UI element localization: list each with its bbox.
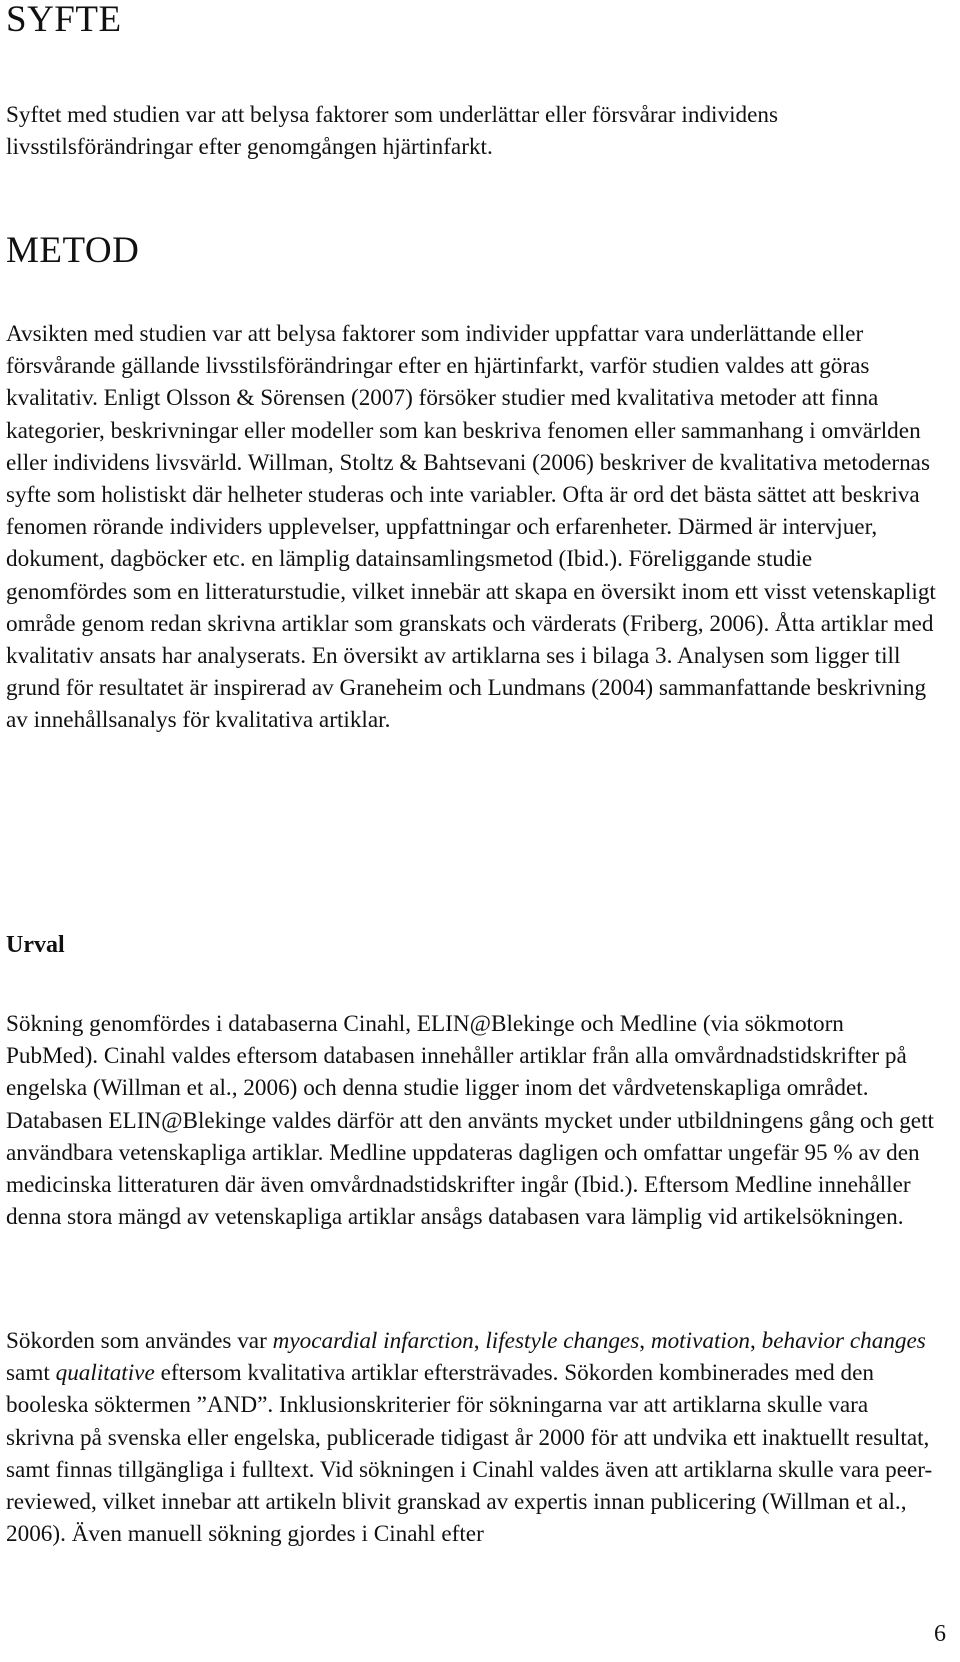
paragraph-urval-search-terms <box>6 1325 936 1550</box>
search-terms-rest: eftersom kvalitativa artiklar eftersträvades. Sökorden kombinerades med den booleska söktermen ”AND”. Inklusionskriterier för sökningarna var att artiklarna skulle vara skrivna på svenska eller engelska, publicerade tidigast år 2000 för att undvika ett inaktuellt resultat, samt finnas tillgängliga i fulltext. Vid sökningen i Cinahl valdes även att artiklarna skulle vara peer-reviewed, vilket innebar att artikeln blivit granskad av expertis innan publicering (Willman et al., 2006). Även manuell sökning gjordes i Cinahl efter <box>6 1360 933 1548</box>
search-term-qualitative: qualitative <box>55 1360 155 1387</box>
paragraph-syfte: Syftet med studien var att belysa faktorer som underlättar eller försvårar individens livsstilsförändringar efter genomgången hjärtinfarkt. <box>6 102 779 161</box>
search-term-behavior-changes: behavior changes <box>761 1328 926 1354</box>
paragraph-urval-databases: Sökning genomfördes i databaserna Cinahl, ELIN@Blekinge och Medline (via sökmotorn PubMed). Cinahl valdes eftersom databasen innehåller artiklar från alla omvårdnadstidskrifter på engelska (Willman et al., 2006) och denna studie ligger inom det vårdvetenskapliga området. Databasen ELIN@Blekinge valdes därför att den använts mycket under utbildningens gång och gett användbara vetenskapliga artiklar. Medline uppdateras dagligen och omfattar ungefär 95 % av den medicinska litteraturen där även omvårdnadstidskrifter ingår (Ibid.). Eftersom Medline innehåller denna stora mängd av vetenskapliga artiklar ansågs databasen vara lämplig vid artikelsökningen. <box>6 1011 934 1231</box>
search-term-motivation: motivation <box>650 1328 751 1354</box>
search-term-myocardial-infarction: myocardial infarction <box>272 1328 474 1354</box>
search-terms-intro: Sökorden som användes var <box>6 1328 273 1354</box>
term-separator: samt <box>6 1360 56 1387</box>
term-separator: , <box>473 1328 486 1354</box>
term-separator: , <box>750 1328 762 1354</box>
heading-metod: METOD <box>6 230 140 271</box>
heading-urval: Urval <box>6 932 65 958</box>
page-number: 6 <box>934 1621 946 1647</box>
heading-syfte: SYFTE <box>6 0 122 40</box>
term-separator: , <box>639 1328 651 1354</box>
paragraph-metod: Avsikten med studien var att belysa faktorer som individer uppfattar vara underlättande eller försvårande gällande livsstilsförändringar efter en hjärtinfarkt, varför studien valdes att göras kvalitativ. Enligt Olsson & Sörensen (2007) försöker studier med kvalitativa metoder att finna kategorier, beskrivningar eller modeller som kan beskriva fenomen eller sammanhang i omvärlden eller individens livsvärld. Willman, Stoltz & Bahtsevani (2006) beskriver de kvalitativa metodernas syfte som holistiskt där helheter studeras och inte variabler. Ofta är ord det bästa sättet att beskriva fenomen rörande individers upplevelser, uppfattningar och erfarenheter. Därmed är intervjuer, dokument, dagböcker etc. en lämplig datainsamlingsmetod (Ibid.). Föreliggande studie genomfördes som en litteraturstudie, vilket innebär att skapa en översikt inom ett visst vetenskapligt område genom redan skrivna artiklar som granskats och värderats (Friberg, 2006). Åtta artiklar med kvalitativ ansats har analyserats. En översikt av artiklarna ses i bilaga 3. Analysen som ligger till grund för resultatet är inspirerad av Graneheim och Lundmans (2004) sammanfattande beskrivning av innehållsanalys för kvalitativa artiklar. <box>6 321 936 734</box>
search-term-lifestyle-changes: lifestyle changes <box>485 1328 640 1354</box>
